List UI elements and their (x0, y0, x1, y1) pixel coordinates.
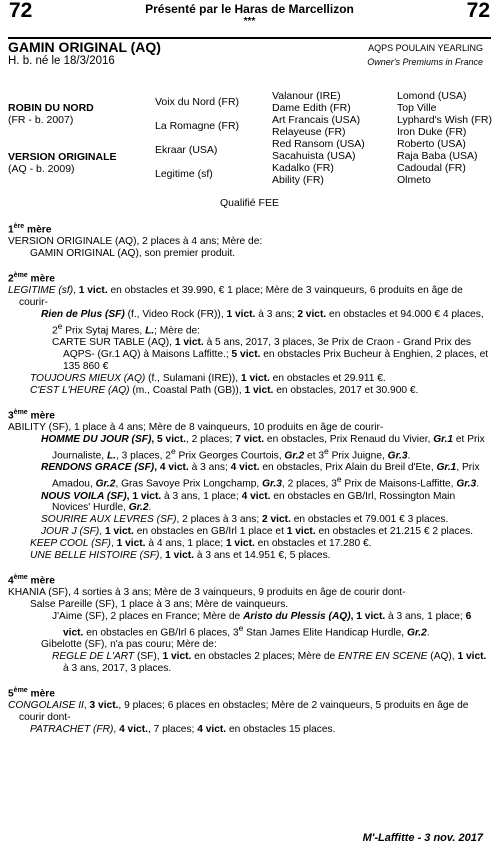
sire-info: (FR - b. 2007) (8, 114, 74, 126)
sale-date: M'-Laffitte - 3 nov. 2017 (362, 832, 483, 844)
paragraph: NOUS VOILA (SF), 1 vict. à 3 ans, 1 place; 4 vict. en obstacles en GB/Irl, Rossington Main Novices' Hurdle, Gr.2. (41, 490, 456, 514)
paragraph: HOMME DU JOUR (SF), 5 vict., 2 places; 7 vict. en obstacles, Prix Renaud du Vivier, Gr.1 et Prix Journaliste, L., 3 places, 2e Prix Georges Courtois, Gr.2 et 3e Prix Juigne, Gr.3. (41, 434, 485, 462)
paragraph: LEGITIME (sf), 1 vict. en obstacles et 39.990, € 1 place; Mère de 3 vainqueurs, 6 produits en âge de courir- (8, 285, 463, 309)
paragraph: KEEP COOL (SF), 1 vict. à 4 ans, 1 place; 1 vict. en obstacles et 17.280 €. (30, 538, 372, 550)
paragraph: KHANIA (SF), 4 sorties à 3 ans; Mère de 3 vainqueurs, 9 produits en âge de courir dont- (8, 587, 406, 599)
gen3-2: Dame Edith (FR) (272, 102, 351, 114)
paragraph: Salse Pareille (SF), 1 place à 3 ans; Mère de vainqueurs. (30, 599, 289, 611)
section-2eme-mere: 2ème mère (8, 272, 55, 285)
gen3-5: Red Ransom (USA) (272, 138, 365, 150)
dam-name: VERSION ORIGINALE (8, 151, 117, 163)
gen4-3: Lyphard's Wish (FR) (397, 114, 492, 126)
presenter-title: Présenté par le Haras de Marcellizon (145, 2, 354, 16)
section-3eme-mere: 3ème mère (8, 408, 55, 422)
gen4-5: Roberto (USA) (397, 138, 466, 150)
paragraph: UNE BELLE HISTOIRE (SF), 1 vict. à 3 ans et 14.951 €, 5 places. (30, 550, 331, 562)
horse-category: AQPS POULAIN YEARLING (368, 43, 483, 53)
gen2-4: Legitime (sf) (155, 168, 213, 180)
gen2-3: Ekraar (USA) (155, 144, 218, 156)
paragraph: Gibelotte (SF), n'a pas couru; Mère de: (41, 639, 217, 651)
gen3-6: Sacahuista (USA) (272, 150, 356, 162)
gen4-7: Cadoudal (FR) (397, 162, 466, 174)
section-5eme-mere: 5ème mère (8, 687, 55, 700)
stars: *** (243, 16, 256, 27)
gen2-1: Voix du Nord (FR) (155, 96, 240, 108)
paragraph: CONGOLAISE II, 3 vict., 9 places; 6 places en obstacles; Mère de 2 vainqueurs, 5 produits en âge de courir dont- (8, 700, 469, 724)
gen4-2: Top Ville (397, 102, 437, 114)
section-4eme-mere: 4ème mère (8, 574, 55, 587)
gen4-8: Olmeto (397, 174, 431, 186)
gen3-1: Valanour (IRE) (272, 90, 341, 102)
paragraph: J'Aime (SF), 2 places en France; Mère de Aristo du Plessis (AQ), 1 vict. à 3 ans, 1 place; 6 vict. en obstacles en GB/Irl 6 places, 3e Stan James Elite Handicap Hurdle, Gr.2. (52, 611, 472, 639)
paragraph: ABILITY (SF), 1 place à 4 ans; Mère de 8 vainqueurs, 10 produits en âge de courir- (8, 422, 384, 434)
gen4-1: Lomond (USA) (397, 90, 467, 102)
paragraph: CARTE SUR TABLE (AQ), 1 vict. à 5 ans, 2017, 3 places, 3e Prix de Craon - Grand Prix des AQPS- (Gr.1 AQ) à Maisons Laffitte.; 5 vict. en obstacles Prix Bucheur à Enghien, 2 places, et 135 860 € (52, 337, 489, 373)
paragraph: VERSION ORIGINALE (AQ), 2 places à 4 ans; Mère de: (8, 236, 263, 248)
gen3-3: Art Francais (USA) (272, 114, 361, 126)
section-1ere-mere: 1ère mère (8, 223, 52, 236)
produce-record (8, 221, 493, 736)
horse-name: GAMIN ORIGINAL (AQ) (8, 39, 161, 55)
paragraph: Rien de Plus (SF) (f., Video Rock (FR)), 1 vict. à 3 ans; 2 vict. en obstacles et 94.000 € 4 places, 2e Prix Sytaj Mares, L.; Mère de: (41, 309, 484, 337)
sire-name: ROBIN DU NORD (8, 102, 94, 114)
dam-info: (AQ - b. 2009) (8, 163, 75, 175)
lot-number-right: 72 (466, 0, 490, 22)
paragraph: RENDONS GRACE (SF), 4 vict. à 3 ans; 4 vict. en obstacles, Prix Alain du Breil d'Ete, Gr.1, Prix Amadou, Gr.2, Gras Savoye Prix Longchamp, Gr.3, 2 places, 3e Prix de Maisons-Laffitte, Gr.3. (41, 462, 480, 490)
horse-details: H. b. né le 18/3/2016 (8, 55, 115, 67)
gen4-4: Iron Duke (FR) (397, 126, 467, 138)
gen3-4: Relayeuse (FR) (272, 126, 346, 138)
gen4-6: Raja Baba (USA) (397, 150, 478, 162)
paragraph: SOURIRE AUX LEVRES (SF), 2 places à 3 ans; 2 vict. en obstacles et 79.001 € 3 places. (41, 514, 449, 526)
gen3-8: Ability (FR) (272, 174, 324, 186)
paragraph: C'EST L'HEURE (AQ) (m., Coastal Path (GB)), 1 vict. en obstacles, 2017 et 30.900 €. (30, 385, 419, 397)
gen2-2: La Romagne (FR) (155, 120, 240, 132)
paragraph: JOUR J (SF), 1 vict. en obstacles en GB/Irl 1 place et 1 vict. en obstacles et 21.215 € 2 places. (41, 526, 474, 538)
gen3-7: Kadalko (FR) (272, 162, 334, 174)
owners-premiums: Owner's Premiums in France (367, 57, 483, 67)
paragraph: PATRACHET (FR), 4 vict., 7 places; 4 vict. en obstacles 15 places. (30, 724, 336, 736)
paragraph: TOUJOURS MIEUX (AQ) (f., Sulamani (IRE)), 1 vict. en obstacles et 29.911 €. (30, 373, 386, 385)
paragraph: GAMIN ORIGINAL (AQ), son premier produit. (30, 248, 236, 260)
paragraph: REGLE DE L'ART (SF), 1 vict. en obstacles 2 places; Mère de ENTRE EN SCENE (AQ), 1 vict. à 3 ans, 2017, 3 places. (52, 651, 487, 675)
lot-number: 72 (9, 0, 33, 22)
qualifie-fee: Qualifié FEE (220, 197, 279, 209)
